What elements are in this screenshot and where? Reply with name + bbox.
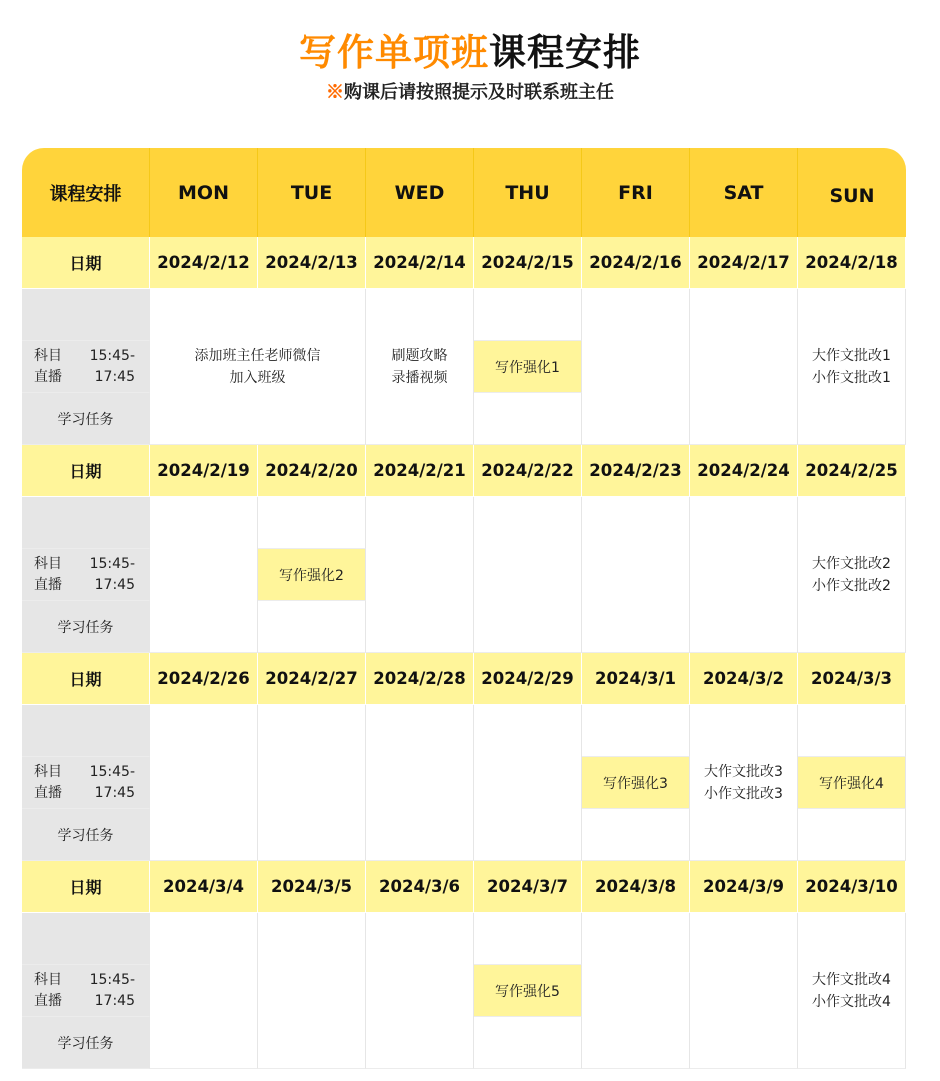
corner-label: 课程安排 xyxy=(22,148,150,237)
date-cell: 2024/2/26 xyxy=(150,653,258,705)
schedule-cell xyxy=(690,913,798,1069)
schedule-row xyxy=(22,497,906,549)
page-title xyxy=(0,22,940,76)
side-blank xyxy=(22,289,150,341)
live-session-cell: 写作强化4 xyxy=(798,757,906,809)
live-label: 直播 xyxy=(34,576,62,593)
date-cell: 2024/2/17 xyxy=(690,237,798,289)
title-rest: 课程安排 xyxy=(489,31,641,74)
time-start: 15:45- xyxy=(89,971,135,988)
note-mark: ※ xyxy=(326,82,344,103)
side-blank xyxy=(22,705,150,757)
day-fri: FRI xyxy=(582,148,690,237)
date-cell: 2024/3/7 xyxy=(474,861,582,913)
live-session-label xyxy=(22,757,150,809)
cell-line: 录播视频 xyxy=(391,369,448,386)
schedule-cell xyxy=(150,913,258,1069)
date-cell: 2024/3/3 xyxy=(798,653,906,705)
date-cell: 2024/2/21 xyxy=(366,445,474,497)
cell-line: 小作文批改1 xyxy=(812,369,891,386)
cell-line: 小作文批改4 xyxy=(812,993,891,1010)
schedule-cell xyxy=(258,497,366,549)
schedule-cell xyxy=(474,289,582,341)
live-session-label xyxy=(22,965,150,1017)
date-cell: 2024/2/25 xyxy=(798,445,906,497)
live-session-cell: 写作强化5 xyxy=(474,965,582,1017)
schedule-cell xyxy=(366,497,474,653)
schedule-table xyxy=(22,148,906,1069)
live-label: 直播 xyxy=(34,992,62,1009)
time-end: 17:45 xyxy=(94,784,135,801)
date-cell: 2024/3/9 xyxy=(690,861,798,913)
time-start: 15:45- xyxy=(89,347,135,364)
schedule-cell xyxy=(690,289,798,445)
date-cell: 2024/3/5 xyxy=(258,861,366,913)
cell-line: 刷题攻略 xyxy=(391,347,448,364)
date-label: 日期 xyxy=(22,445,150,497)
date-cell: 2024/2/22 xyxy=(474,445,582,497)
subject-label: 科目 xyxy=(34,763,62,780)
cell-line: 大作文批改4 xyxy=(812,971,891,988)
schedule-cell xyxy=(798,913,906,1069)
schedule-cell xyxy=(366,705,474,861)
date-label: 日期 xyxy=(22,237,150,289)
live-session-label xyxy=(22,341,150,393)
subtitle-text: 购课后请按照提示及时联系班主任 xyxy=(344,82,614,103)
schedule-cell xyxy=(150,289,366,445)
side-blank xyxy=(22,913,150,965)
date-cell: 2024/2/24 xyxy=(690,445,798,497)
date-cell: 2024/2/29 xyxy=(474,653,582,705)
date-row xyxy=(22,237,906,289)
schedule-cell xyxy=(366,913,474,1069)
schedule-cell xyxy=(582,497,690,653)
time-end: 17:45 xyxy=(94,576,135,593)
schedule-cell xyxy=(474,393,582,445)
schedule-cell xyxy=(258,913,366,1069)
task-label: 学习任务 xyxy=(22,809,150,861)
live-session-cell: 写作强化1 xyxy=(474,341,582,393)
date-cell: 2024/3/1 xyxy=(582,653,690,705)
date-cell: 2024/3/2 xyxy=(690,653,798,705)
date-cell: 2024/2/18 xyxy=(798,237,906,289)
subject-label: 科目 xyxy=(34,555,62,572)
weekday-header-row xyxy=(22,148,906,237)
schedule-row xyxy=(22,705,906,757)
cell-line: 大作文批改1 xyxy=(812,347,891,364)
day-sat: SAT xyxy=(690,148,798,237)
side-blank xyxy=(22,497,150,549)
live-session-label xyxy=(22,549,150,601)
date-cell: 2024/2/19 xyxy=(150,445,258,497)
live-label: 直播 xyxy=(34,784,62,801)
date-cell: 2024/2/20 xyxy=(258,445,366,497)
schedule-cell xyxy=(798,497,906,653)
title-highlight: 写作单项班 xyxy=(299,31,489,74)
date-cell: 2024/2/14 xyxy=(366,237,474,289)
schedule-cell xyxy=(690,497,798,653)
day-sun: SUN xyxy=(798,148,906,237)
schedule-cell xyxy=(798,705,906,757)
schedule-cell xyxy=(150,497,258,653)
schedule-cell xyxy=(258,601,366,653)
date-label: 日期 xyxy=(22,653,150,705)
time-end: 17:45 xyxy=(94,368,135,385)
cell-line: 小作文批改2 xyxy=(812,577,891,594)
schedule-cell xyxy=(582,705,690,757)
date-cell: 2024/3/4 xyxy=(150,861,258,913)
cell-line: 小作文批改3 xyxy=(704,785,783,802)
task-label: 学习任务 xyxy=(22,393,150,445)
time-start: 15:45- xyxy=(89,763,135,780)
task-label: 学习任务 xyxy=(22,1017,150,1069)
schedule-cell xyxy=(582,809,690,861)
schedule-row xyxy=(22,913,906,965)
schedule-row xyxy=(22,289,906,341)
subject-label: 科目 xyxy=(34,347,62,364)
day-mon: MON xyxy=(150,148,258,237)
cell-line: 添加班主任老师微信 xyxy=(194,347,321,364)
live-session-cell: 写作强化2 xyxy=(258,549,366,601)
cell-line: 大作文批改3 xyxy=(704,763,783,780)
live-label: 直播 xyxy=(34,368,62,385)
cell-line: 大作文批改2 xyxy=(812,555,891,572)
day-thu: THU xyxy=(474,148,582,237)
date-cell: 2024/2/13 xyxy=(258,237,366,289)
date-cell: 2024/3/10 xyxy=(798,861,906,913)
date-cell: 2024/2/16 xyxy=(582,237,690,289)
schedule-cell xyxy=(150,705,258,861)
page-subtitle xyxy=(0,78,940,104)
day-tue: TUE xyxy=(258,148,366,237)
subject-label: 科目 xyxy=(34,971,62,988)
date-cell: 2024/3/6 xyxy=(366,861,474,913)
time-start: 15:45- xyxy=(89,555,135,572)
schedule-cell xyxy=(258,705,366,861)
task-label: 学习任务 xyxy=(22,601,150,653)
schedule-cell xyxy=(798,289,906,445)
date-cell: 2024/2/15 xyxy=(474,237,582,289)
schedule-cell xyxy=(582,913,690,1069)
schedule-cell xyxy=(798,809,906,861)
date-cell: 2024/2/28 xyxy=(366,653,474,705)
cell-line: 加入班级 xyxy=(229,369,286,386)
schedule-cell xyxy=(582,289,690,445)
schedule-cell xyxy=(474,705,582,861)
date-cell: 2024/2/12 xyxy=(150,237,258,289)
live-session-cell: 写作强化3 xyxy=(582,757,690,809)
date-row xyxy=(22,445,906,497)
date-row xyxy=(22,653,906,705)
date-cell: 2024/2/27 xyxy=(258,653,366,705)
date-row xyxy=(22,861,906,913)
date-cell: 2024/3/8 xyxy=(582,861,690,913)
schedule-cell xyxy=(474,497,582,653)
day-wed: WED xyxy=(366,148,474,237)
schedule-cell xyxy=(474,913,582,965)
schedule-cell xyxy=(474,1017,582,1069)
date-cell: 2024/2/23 xyxy=(582,445,690,497)
schedule-cell xyxy=(366,289,474,445)
schedule-cell xyxy=(690,705,798,861)
time-end: 17:45 xyxy=(94,992,135,1009)
date-label: 日期 xyxy=(22,861,150,913)
